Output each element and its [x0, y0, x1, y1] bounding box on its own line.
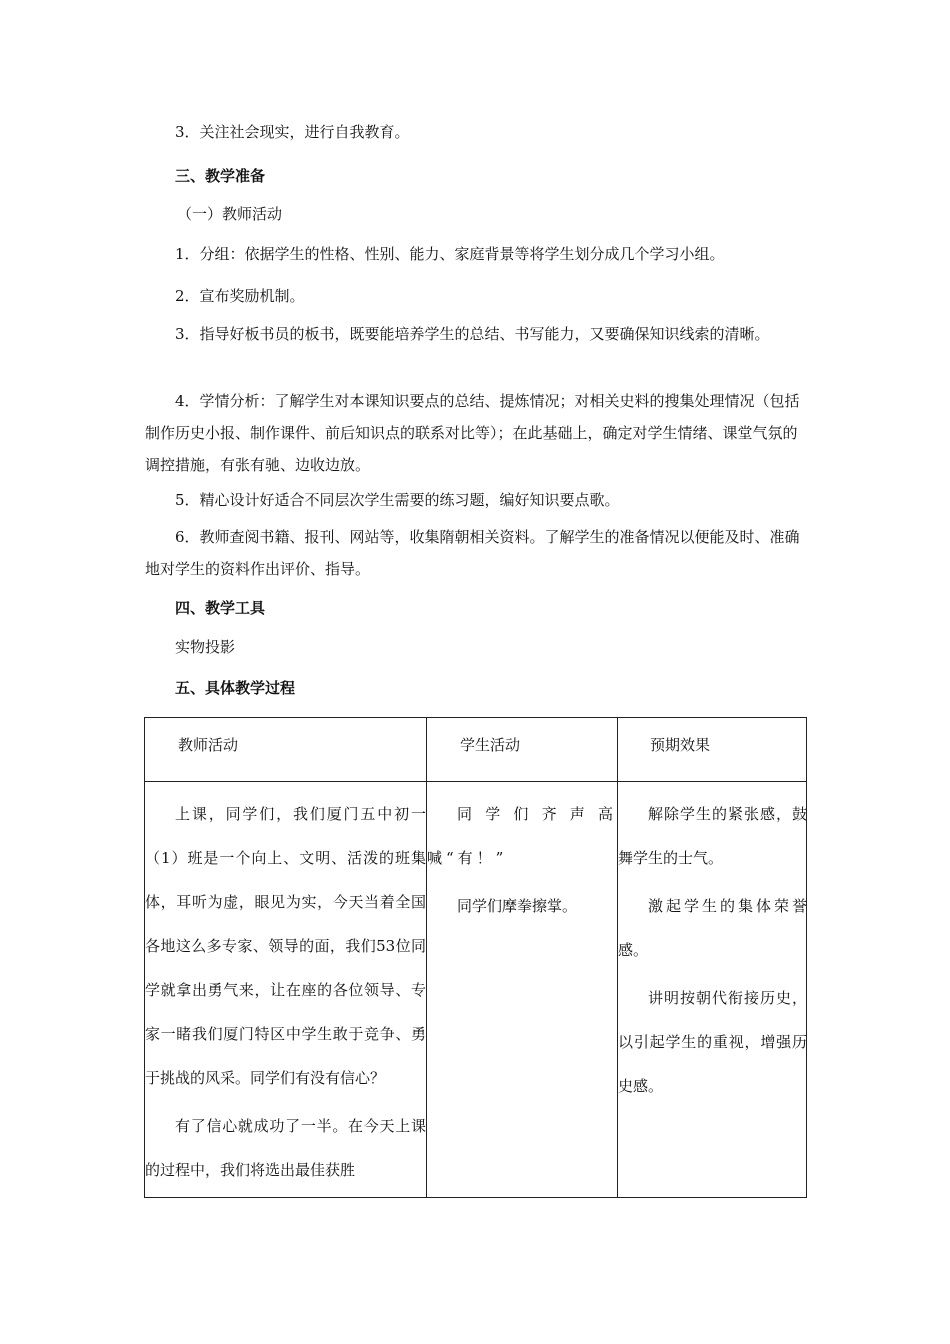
objective-3: 3．关注社会现实，进行自我教育。: [175, 123, 410, 141]
teacher-paragraph: 有了信心就成功了一半。在今天上课的过程中，我们将选出最佳获胜: [145, 1117, 426, 1179]
teaching-process-table: [144, 717, 807, 1198]
student-activity-cell: [427, 792, 617, 928]
prep-item-6: 6．教师查阅书籍、报刊、网站等，收集隋朝相关资料。了解学生的准备情况以便能及时、准确地对学生的资料作出评价、指导。: [145, 528, 800, 578]
prep-item-1: 1．分组：依据学生的性格、性别、能力、家庭背景等将学生划分成几个学习小组。: [175, 245, 725, 263]
header-teacher-activity: 教师活动: [178, 736, 239, 754]
effect-paragraph: 激起学生的集体荣誉感。: [618, 897, 807, 959]
section-heading-tools: 四、教学工具: [175, 599, 266, 617]
section-heading-process: 五、具体教学过程: [175, 679, 296, 697]
teacher-activity-cell: [145, 792, 426, 1192]
prep-item-3: 3．指导好板书员的板书，既要能培养学生的总结、书写能力，又要确保知识线索的清晰。: [175, 325, 770, 343]
tool-item: 实物投影: [175, 638, 236, 656]
prep-item-5: 5．精心设计好适合不同层次学生需要的练习题，编好知识要点歌。: [175, 491, 620, 509]
effect-paragraph: 讲明按朝代衔接历史，以引起学生的重视，增强历史感。: [618, 989, 807, 1095]
header-expected-effect: 预期效果: [650, 736, 711, 754]
prep-item-2: 2．宣布奖励机制。: [175, 287, 305, 305]
expected-effect-cell: [618, 792, 807, 1108]
column-divider: [426, 718, 427, 1197]
header-student-activity: 学生活动: [460, 736, 521, 754]
student-paragraph: 同学们齐声高喊“有！”: [427, 805, 617, 867]
subheading-teacher-activity: （一）教师活动: [177, 205, 283, 223]
header-divider: [145, 781, 806, 782]
section-heading-preparation: 三、教学准备: [175, 167, 266, 185]
teacher-paragraph: 上课，同学们，我们厦门五中初一（1）班是一个向上、文明、活泼的班集体，耳听为虚，眼见为实，今天当着全国各地这么多专家、领导的面，我们53位同学就拿出勇气来，让在座的各位领导、专家一睹我们厦门特区中学生敢于竞争、勇于挑战的风采。同学们有没有信心？: [145, 805, 426, 1087]
student-paragraph: 同学们摩拳擦掌。: [457, 897, 578, 915]
prep-item-4: 4．学情分析：了解学生对本课知识要点的总结、提炼情况；对相关史料的搜集处理情况（包括制作历史小报、制作课件、前后知识点的联系对比等）；在此基础上，确定对学生情绪、课堂气氛的调控措施，有张有驰、边收边放。: [145, 392, 800, 474]
effect-paragraph: 解除学生的紧张感，鼓舞学生的士气。: [618, 805, 807, 867]
